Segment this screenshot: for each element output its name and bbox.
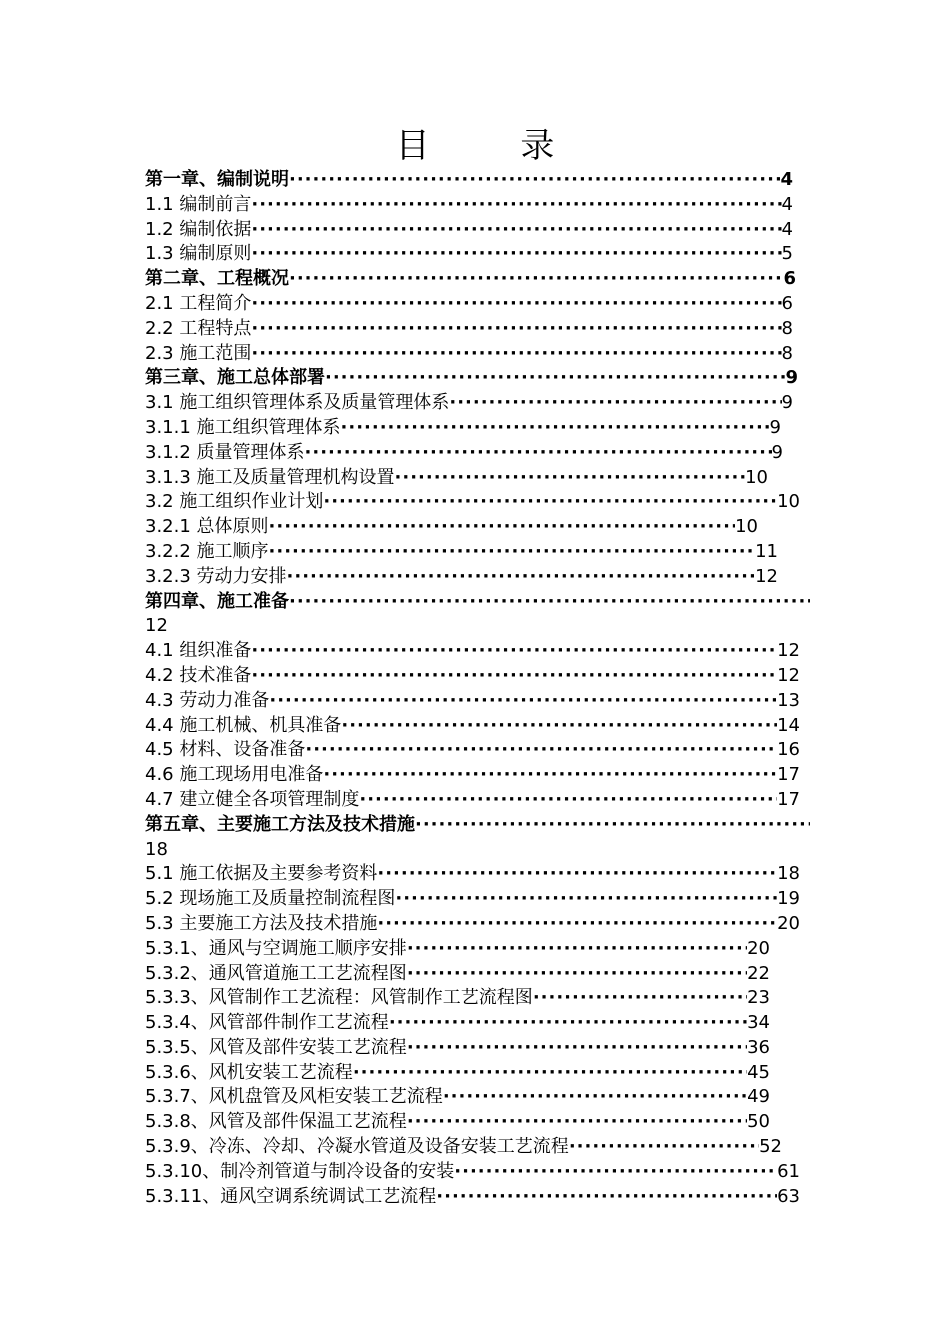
toc-section-entry[interactable] xyxy=(145,763,810,788)
toc-chapter-entry[interactable] xyxy=(145,168,810,193)
toc-page-number: 23 xyxy=(747,987,770,1009)
toc-page-number: 14 xyxy=(777,714,800,736)
toc-entry-label: 5.3.9、冷冻、冷却、冷凝水管道及设备安装工艺流程 xyxy=(145,1136,569,1158)
toc-page-number: 4 xyxy=(781,193,793,215)
toc-entry-label: 5.2 现场施工及质量控制流程图 xyxy=(145,888,396,910)
toc-leader-dots xyxy=(389,1011,747,1036)
toc-entry-label: 5.3.10、制冷剂管道与制冷设备的安装 xyxy=(145,1160,455,1182)
toc-section-entry[interactable] xyxy=(145,1036,810,1061)
toc-entry-label: 1.1 编制前言 xyxy=(145,193,252,215)
toc-leader-dots xyxy=(341,714,777,739)
toc-chapter-entry[interactable] xyxy=(145,366,810,391)
toc-leader-dots xyxy=(436,1185,777,1210)
toc-page-number: 9 xyxy=(769,416,781,438)
toc-page-number: 5 xyxy=(781,243,793,265)
toc-page-number: 45 xyxy=(747,1061,770,1083)
toc-leader-dots xyxy=(407,962,747,987)
toc-leader-dots xyxy=(289,168,780,193)
toc-leader-dots xyxy=(454,1160,777,1185)
toc-chapter-entry[interactable] xyxy=(145,813,810,863)
toc-section-entry[interactable] xyxy=(145,218,810,243)
toc-entry-label: 4.1 组织准备 xyxy=(145,640,252,662)
toc-leader-dots xyxy=(395,466,746,491)
toc-page-number: 10 xyxy=(777,491,800,513)
toc-page-number: 63 xyxy=(777,1185,800,1207)
toc-entry-label: 5.3.1、通风与空调施工顺序安排 xyxy=(145,937,407,959)
toc-entry-label: 2.3 施工范围 xyxy=(145,342,252,364)
toc-section-entry[interactable] xyxy=(145,540,810,565)
toc-leader-dots xyxy=(407,937,747,962)
toc-chapter-entry[interactable] xyxy=(145,267,810,292)
toc-page-number: 17 xyxy=(777,788,800,810)
toc-leader-dots xyxy=(251,292,781,317)
toc-leader-dots xyxy=(325,366,785,391)
toc-entry-label: 5.1 施工依据及主要参考资料 xyxy=(145,863,378,885)
toc-section-entry[interactable] xyxy=(145,193,810,218)
toc-entry-label: 2.1 工程简介 xyxy=(145,292,252,314)
toc-entry-label: 4.6 施工现场用电准备 xyxy=(145,764,324,786)
toc-entry-label: 2.2 工程特点 xyxy=(145,317,252,339)
toc-section-entry[interactable] xyxy=(145,862,810,887)
toc-leader-dots xyxy=(305,738,777,763)
toc-section-entry[interactable] xyxy=(145,738,810,763)
toc-title: 目 录 xyxy=(395,126,595,166)
toc-entry-label: 3.2.1 总体原则 xyxy=(145,516,269,538)
toc-entry-label: 5.3.2、通风管道施工工艺流程图 xyxy=(145,962,407,984)
toc-leader-dots xyxy=(251,664,777,689)
toc-leader-dots xyxy=(251,218,781,243)
toc-leader-dots xyxy=(443,1085,747,1110)
toc-leader-dots xyxy=(269,689,777,714)
toc-entry-label: 3.1.3 施工及质量管理机构设置 xyxy=(145,466,395,488)
toc-section-entry[interactable] xyxy=(145,1135,810,1160)
toc-leader-dots xyxy=(533,986,747,1011)
toc-leader-dots xyxy=(251,317,781,342)
toc-page-number: 50 xyxy=(747,1111,770,1133)
toc-page-number: 8 xyxy=(781,317,793,339)
toc-section-entry[interactable] xyxy=(145,565,810,590)
toc-section-entry[interactable] xyxy=(145,1185,810,1210)
toc-entry-label: 4.5 材料、设备准备 xyxy=(145,739,306,761)
toc-leader-dots xyxy=(569,1135,759,1160)
toc-section-entry[interactable] xyxy=(145,887,810,912)
toc-section-entry[interactable] xyxy=(145,664,810,689)
toc-page-number: 20 xyxy=(747,937,770,959)
toc-section-entry[interactable] xyxy=(145,242,810,267)
toc-page-number: 13 xyxy=(777,689,800,711)
toc-page-number: 4 xyxy=(780,169,793,190)
toc-section-entry[interactable] xyxy=(145,1085,810,1110)
toc-entry-label: 第五章、主要施工方法及技术措施 xyxy=(145,813,415,835)
toc-page-number: 18 xyxy=(777,863,800,885)
toc-leader-dots xyxy=(251,342,781,367)
toc-page-number: 49 xyxy=(747,1086,770,1108)
toc-entry-label: 3.1 施工组织管理体系及质量管理体系 xyxy=(145,392,450,414)
toc-leader-dots xyxy=(251,193,781,218)
toc-entry-label: 3.1.2 质量管理体系 xyxy=(145,441,305,463)
toc-section-entry[interactable] xyxy=(145,962,810,987)
toc-page-number: 10 xyxy=(745,466,768,488)
toc-leader-dots xyxy=(251,242,781,267)
toc-page-number: 18 xyxy=(145,838,168,860)
toc-leader-dots xyxy=(269,515,736,540)
toc-page-number: 11 xyxy=(755,540,778,562)
toc-page-number: 34 xyxy=(747,1012,770,1034)
toc-page-number: 4 xyxy=(781,218,793,240)
toc-page-number: 9 xyxy=(781,392,793,414)
toc-section-entry[interactable] xyxy=(145,441,810,466)
toc-entry-label: 4.7 建立健全各项管理制度 xyxy=(145,788,360,810)
toc-page-number: 9 xyxy=(785,367,798,389)
toc-section-entry[interactable] xyxy=(145,292,810,317)
toc-entry-label: 第四章、施工准备 xyxy=(145,590,289,612)
toc-page-number: 17 xyxy=(777,764,800,786)
toc-leader-dots xyxy=(359,788,777,813)
toc-page-number: 20 xyxy=(777,912,800,934)
toc-page-number: 6 xyxy=(781,292,793,314)
toc-section-entry[interactable] xyxy=(145,515,810,540)
toc-leader-dots xyxy=(353,1061,747,1086)
table-of-contents xyxy=(145,168,810,1209)
toc-section-entry[interactable] xyxy=(145,1011,810,1036)
toc-entry-label: 5.3.5、风管及部件安装工艺流程 xyxy=(145,1036,407,1058)
toc-entry-label: 4.3 劳动力准备 xyxy=(145,689,270,711)
toc-entry-label: 3.2.2 施工顺序 xyxy=(145,540,269,562)
toc-page-number: 19 xyxy=(777,888,800,910)
toc-page-number: 12 xyxy=(777,664,800,686)
toc-leader-dots xyxy=(415,813,810,838)
toc-page-number: 9 xyxy=(771,441,783,463)
toc-section-entry[interactable] xyxy=(145,466,810,491)
toc-page-number: 61 xyxy=(777,1160,800,1182)
toc-section-entry[interactable] xyxy=(145,1061,810,1086)
toc-section-entry[interactable] xyxy=(145,391,810,416)
toc-section-entry[interactable] xyxy=(145,714,810,739)
toc-leader-dots xyxy=(289,267,783,292)
toc-entry-label: 5.3 主要施工方法及技术措施 xyxy=(145,912,378,934)
toc-section-entry[interactable] xyxy=(145,639,810,664)
toc-section-entry[interactable] xyxy=(145,490,810,515)
toc-entry-label: 5.3.4、风管部件制作工艺流程 xyxy=(145,1012,389,1034)
toc-chapter-entry[interactable] xyxy=(145,590,810,640)
toc-page-number: 16 xyxy=(777,739,800,761)
toc-entry-label: 1.2 编制依据 xyxy=(145,218,252,240)
toc-leader-dots xyxy=(377,862,777,887)
toc-entry-label: 4.4 施工机械、机具准备 xyxy=(145,714,342,736)
toc-entry-label: 第一章、编制说明 xyxy=(145,169,289,190)
toc-page-number: 52 xyxy=(759,1136,782,1158)
toc-page-number: 36 xyxy=(747,1036,770,1058)
toc-entry-label: 4.2 技术准备 xyxy=(145,664,252,686)
toc-page-number: 22 xyxy=(747,962,770,984)
toc-leader-dots xyxy=(323,763,777,788)
toc-entry-label: 3.1.1 施工组织管理体系 xyxy=(145,416,341,438)
toc-entry-label: 3.2.3 劳动力安排 xyxy=(145,565,287,587)
toc-section-entry[interactable] xyxy=(145,689,810,714)
toc-leader-dots xyxy=(269,540,756,565)
toc-leader-dots xyxy=(449,391,781,416)
toc-leader-dots xyxy=(305,441,772,466)
toc-page-number: 12 xyxy=(145,615,168,637)
toc-page-number: 12 xyxy=(755,565,778,587)
toc-leader-dots xyxy=(341,416,770,441)
toc-entry-label: 5.3.8、风管及部件保温工艺流程 xyxy=(145,1111,407,1133)
toc-section-entry[interactable] xyxy=(145,986,810,1011)
toc-section-entry[interactable] xyxy=(145,912,810,937)
toc-entry-label: 5.3.7、风机盘管及风柜安装工艺流程 xyxy=(145,1086,443,1108)
toc-leader-dots xyxy=(251,639,777,664)
toc-leader-dots xyxy=(323,490,777,515)
toc-section-entry[interactable] xyxy=(145,317,810,342)
toc-entry-label: 5.3.6、风机安装工艺流程 xyxy=(145,1061,353,1083)
toc-page-number: 10 xyxy=(735,516,758,538)
toc-section-entry[interactable] xyxy=(145,1160,810,1185)
toc-entry-label: 1.3 编制原则 xyxy=(145,243,252,265)
toc-page-number: 12 xyxy=(777,640,800,662)
toc-leader-dots xyxy=(289,590,810,615)
toc-section-entry[interactable] xyxy=(145,937,810,962)
toc-section-entry[interactable] xyxy=(145,1110,810,1135)
toc-section-entry[interactable] xyxy=(145,788,810,813)
toc-leader-dots xyxy=(287,565,756,590)
toc-entry-label: 3.2 施工组织作业计划 xyxy=(145,491,324,513)
toc-page-number: 6 xyxy=(783,268,796,290)
toc-entry-label: 第二章、工程概况 xyxy=(145,268,289,290)
toc-page-number: 8 xyxy=(781,342,793,364)
toc-leader-dots xyxy=(407,1110,747,1135)
toc-leader-dots xyxy=(407,1036,747,1061)
toc-leader-dots xyxy=(395,887,777,912)
toc-entry-label: 第三章、施工总体部署 xyxy=(145,367,325,389)
toc-section-entry[interactable] xyxy=(145,416,810,441)
toc-entry-label: 5.3.11、通风空调系统调试工艺流程 xyxy=(145,1185,437,1207)
toc-leader-dots xyxy=(377,912,777,937)
toc-entry-label: 5.3.3、风管制作工艺流程：风管制作工艺流程图 xyxy=(145,987,533,1009)
toc-section-entry[interactable] xyxy=(145,342,810,367)
